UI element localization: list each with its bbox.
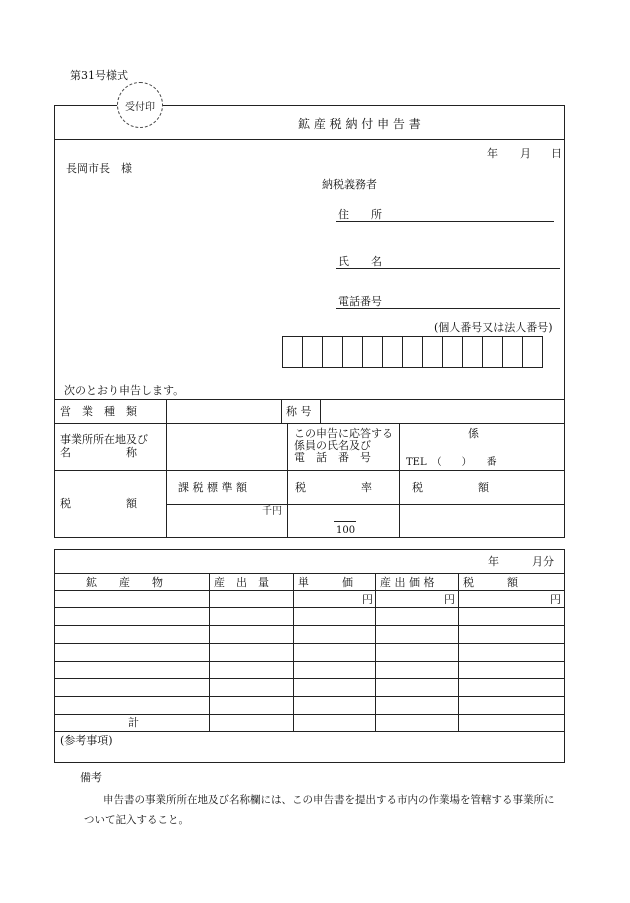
tax-amount-label: 税 額 <box>60 497 137 510</box>
office-field[interactable] <box>168 425 285 468</box>
tax-rate-label: 税 率 <box>295 481 372 494</box>
id-digit-box[interactable] <box>482 336 503 368</box>
tax-base-label: 課 税 標 準 額 <box>178 481 247 494</box>
address-label: 住 所 <box>338 208 382 221</box>
tax-amount-field[interactable] <box>401 506 562 536</box>
contact-label: この申告に応答する <box>294 427 393 440</box>
name-label: 氏 名 <box>338 255 382 268</box>
unit-thousand-yen: 千円 <box>262 506 282 517</box>
id-digit-box[interactable] <box>442 336 463 368</box>
addressee: 長岡市長 様 <box>66 162 132 175</box>
id-digit-box[interactable] <box>282 336 303 368</box>
id-digit-box[interactable] <box>302 336 323 368</box>
header-tax: 税 額 <box>463 576 518 589</box>
id-digit-box[interactable] <box>342 336 363 368</box>
taxpayer-heading: 納税義務者 <box>322 178 377 191</box>
header-unit-price: 単 価 <box>298 576 353 589</box>
phone-field[interactable] <box>336 308 560 309</box>
id-digit-box[interactable] <box>322 336 343 368</box>
fraction-bar <box>334 521 356 522</box>
reception-stamp-circle <box>117 82 163 128</box>
id-digit-box[interactable] <box>382 336 403 368</box>
rate-denominator: 100 <box>336 525 356 536</box>
form-title: 鉱 産 税 納 付 申 告 書 <box>298 117 421 131</box>
tax-base-field[interactable] <box>168 518 285 536</box>
mineral-rows[interactable] <box>56 609 207 712</box>
tel-label[interactable]: TEL （ ） 番 <box>406 457 497 468</box>
unit-yen-value: 円 <box>444 593 455 606</box>
business-type-label: 営 業 種 類 <box>60 405 137 418</box>
date-month[interactable]: 月 <box>520 147 531 160</box>
unit-yen-tax: 円 <box>550 593 561 606</box>
office-label-name: 名 称 <box>60 446 137 459</box>
id-digit-box[interactable] <box>422 336 443 368</box>
report-period[interactable]: 年 月分 <box>488 555 554 568</box>
contact-label-line2: 係員の氏名及び <box>294 439 371 452</box>
date-day[interactable]: 日 <box>551 147 562 160</box>
tax-label: 税 額 <box>412 481 489 494</box>
office-label: 事業所所在地及び <box>60 433 148 446</box>
remarks-line-1: 申告書の事業所所在地及び名称欄には、この申告書を提出する市内の作業場を管轄する事業所に <box>103 794 555 806</box>
trade-name-label: 称 号 <box>286 405 312 418</box>
form-number: 第31号様式 <box>70 69 128 82</box>
notes-label: (参考事項) <box>60 734 113 747</box>
phone-label: 電話番号 <box>338 295 382 308</box>
id-digit-box[interactable] <box>522 336 543 368</box>
stamp-label: 受付印 <box>125 102 155 113</box>
contact-label-line3: 電 話 番 号 <box>294 451 371 464</box>
header-output-value: 産 出 価 格 <box>380 576 435 589</box>
address-field[interactable] <box>336 221 554 222</box>
business-type-field[interactable] <box>168 401 279 421</box>
unit-yen-price: 円 <box>362 593 373 606</box>
id-digit-box[interactable] <box>462 336 483 368</box>
header-output: 産 出 量 <box>214 576 269 589</box>
id-digit-box[interactable] <box>362 336 383 368</box>
staff-suffix: 係 <box>468 427 479 440</box>
total-label: 計 <box>128 716 139 729</box>
id-digit-box[interactable] <box>502 336 523 368</box>
remarks-heading: 備考 <box>80 771 102 784</box>
id-digit-box[interactable] <box>402 336 423 368</box>
remarks-line-2: ついて記入すること。 <box>84 814 189 826</box>
trade-name-field[interactable] <box>322 401 562 421</box>
header-mineral: 鉱 産 物 <box>86 576 163 589</box>
date-year[interactable]: 年 <box>487 147 498 160</box>
notes-field[interactable] <box>56 745 562 760</box>
declaration-text: 次のとおり申告します。 <box>64 384 185 397</box>
name-field[interactable] <box>336 268 560 269</box>
id-number-label: (個人番号又は法人番号) <box>434 321 553 334</box>
